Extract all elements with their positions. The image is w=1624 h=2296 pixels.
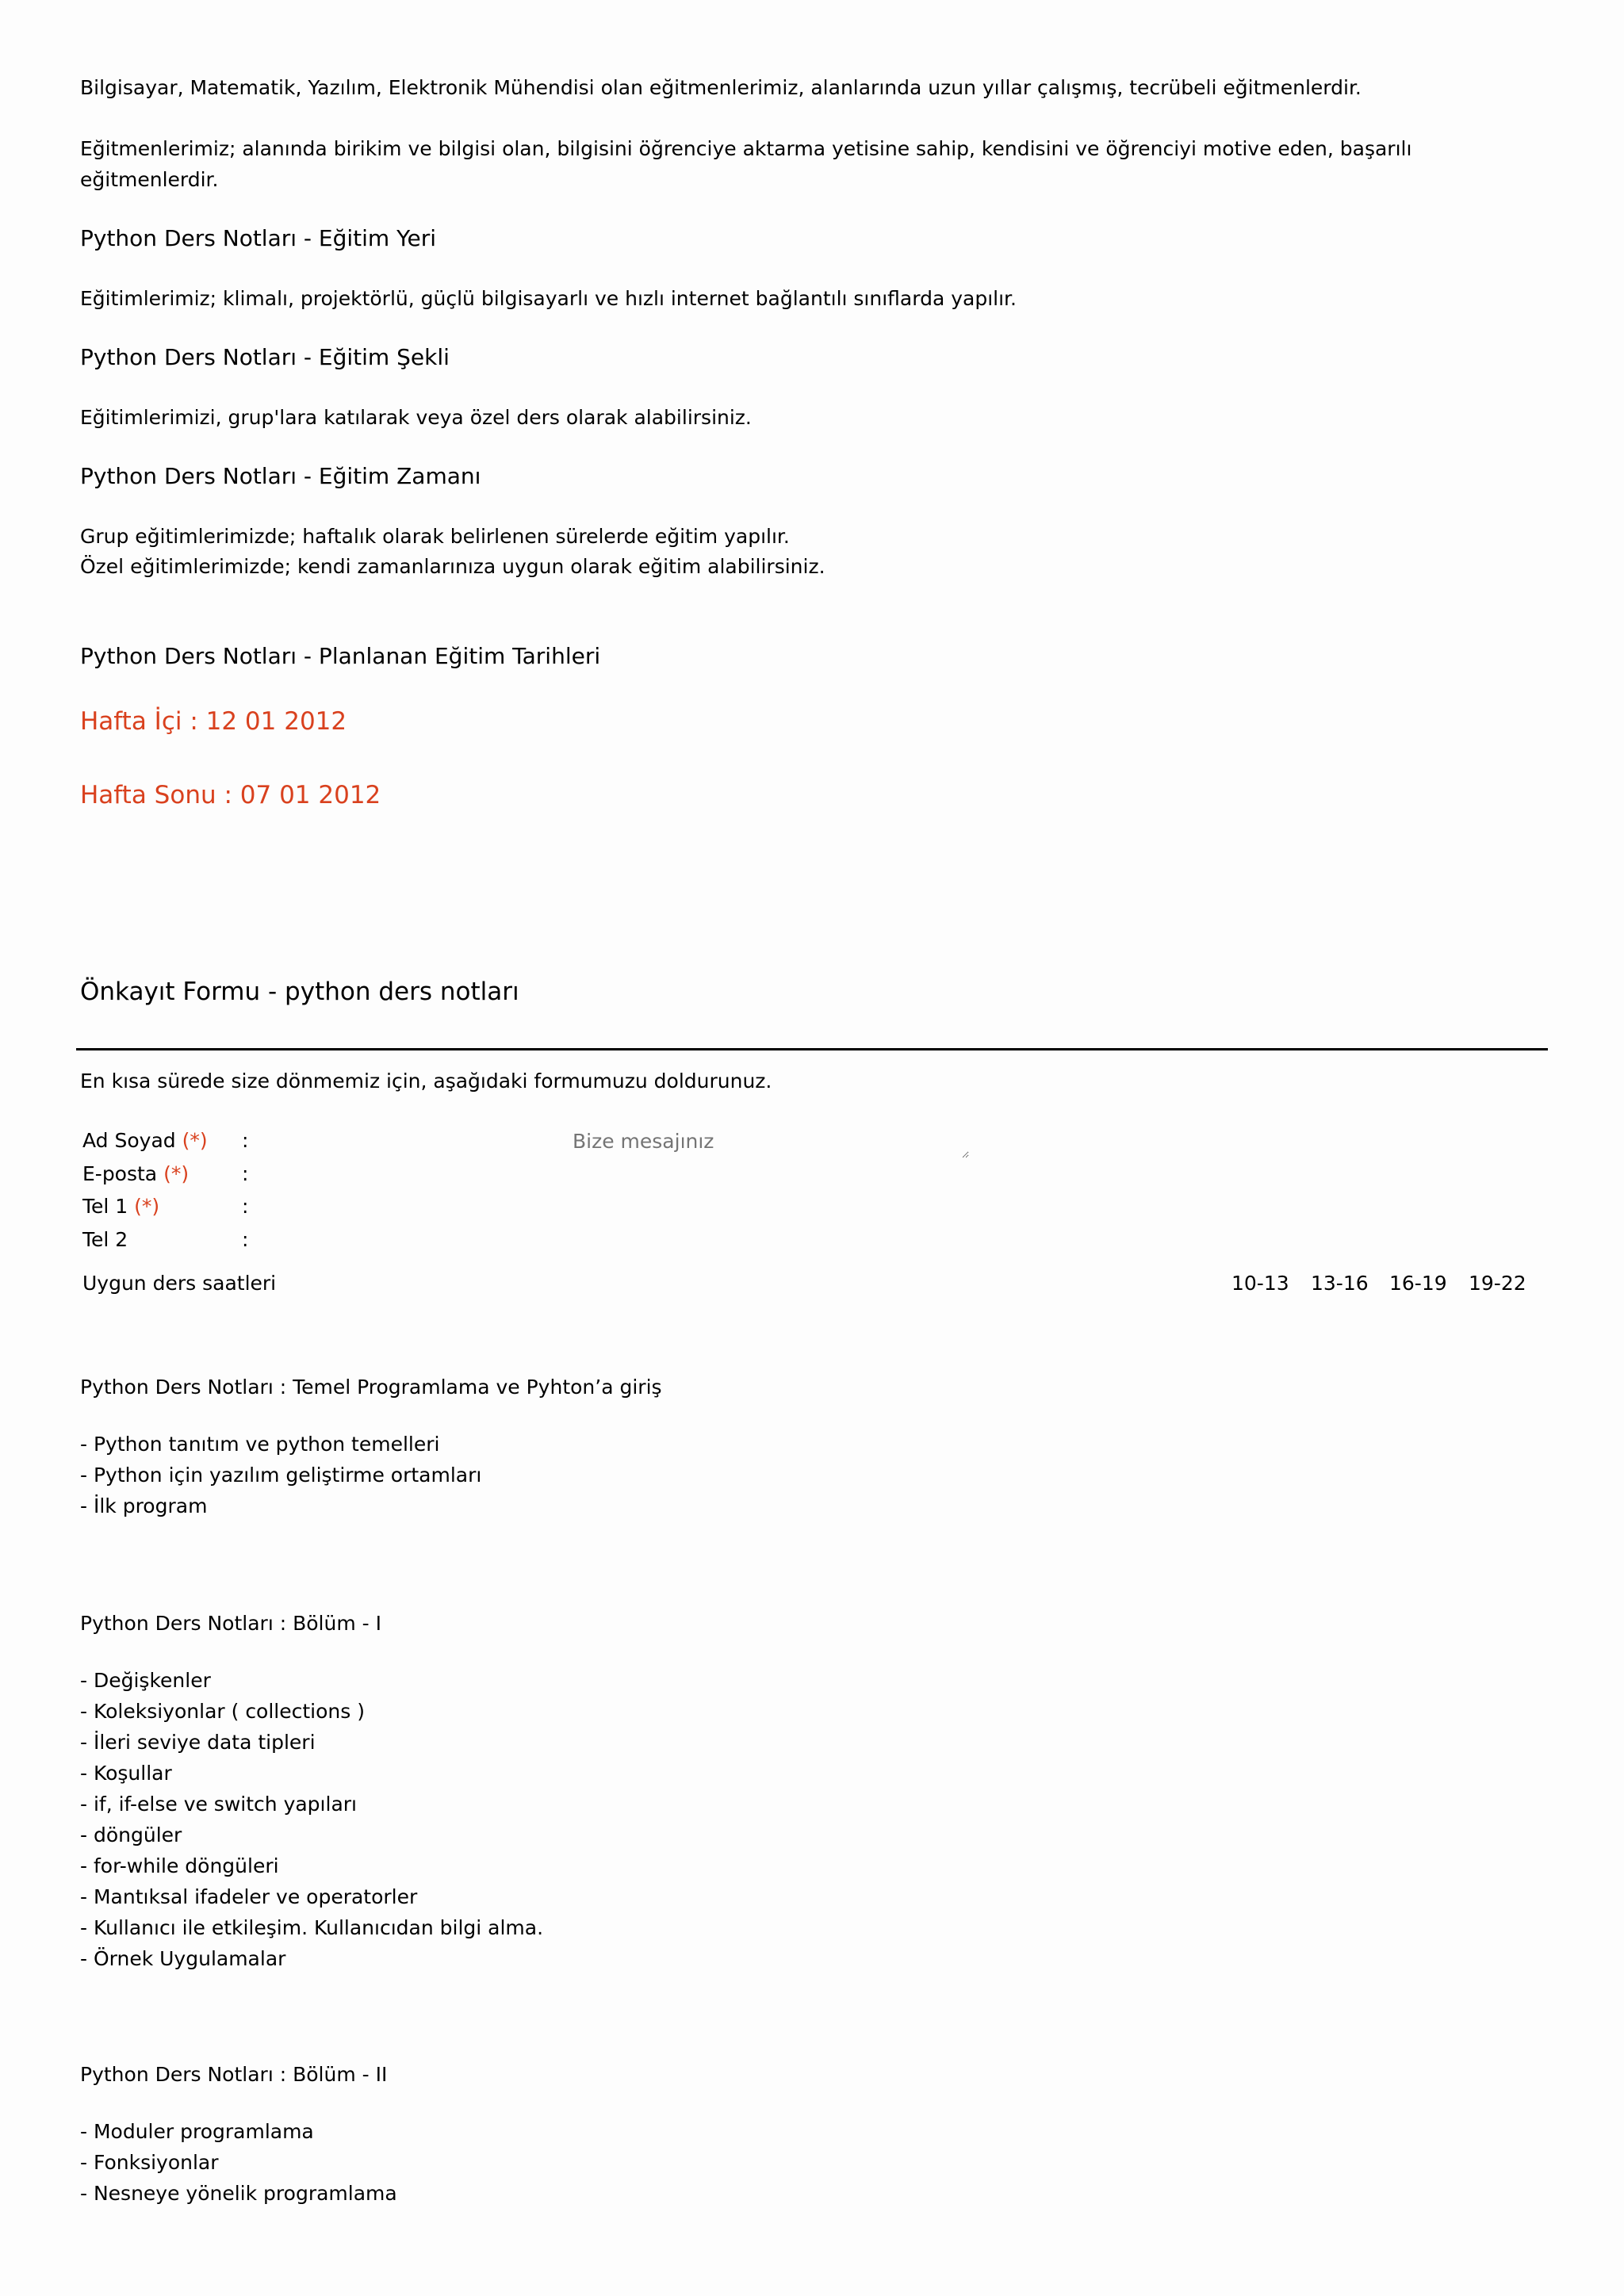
name-field-label xyxy=(82,1126,208,1156)
hour-slot-option[interactable]: 19-22 xyxy=(1469,1272,1526,1295)
phone1-input[interactable] xyxy=(262,1193,550,1222)
list-item: - döngüler xyxy=(80,1823,182,1846)
format-heading: Python Ders Notları - Eğitim Şekli xyxy=(80,344,450,370)
instructors-paragraph-line-1: Eğitmenlerimiz; alanında birikim ve bilgisi olan, bilgisini öğrenciye aktarma yetisine sahip, kendisini ve öğrenciyi motive eden, başarılı xyxy=(80,137,1412,160)
name-label-text: Ad Soyad xyxy=(82,1129,176,1152)
time-text-group: Grup eğitimlerimizde; haftalık olarak belirlenen sürelerde eğitim yapılır. xyxy=(80,525,790,548)
form-title: Önkayıt Formu - python ders notları xyxy=(80,978,519,1006)
list-item: - Mantıksal ifadeler ve operatorler xyxy=(80,1885,418,1908)
list-item: - Nesneye yönelik programlama xyxy=(80,2182,397,2205)
email-label-text: E-posta xyxy=(82,1162,158,1185)
time-text-private: Özel eğitimlerimizde; kendi zamanlarınıza uygun olarak eğitim alabilirsiniz. xyxy=(80,555,825,578)
phone2-label-text: Tel 2 xyxy=(82,1228,128,1251)
hour-slot-option[interactable]: 13-16 xyxy=(1311,1272,1369,1295)
format-text: Eğitimlerimizi, grup'lara katılarak veya özel ders olarak alabilirsiniz. xyxy=(80,406,752,429)
weekend-date: Hafta Sonu : 07 01 2012 xyxy=(80,781,381,809)
list-item: - Python tanıtım ve python temelleri xyxy=(80,1433,440,1456)
list-item: - İlk program xyxy=(80,1494,208,1517)
list-item: - İleri seviye data tipleri xyxy=(80,1731,316,1754)
instructors-line: Bilgisayar, Matematik, Yazılım, Elektronik Mühendisi olan eğitmenlerimiz, alanlarında uzun yıllar çalışmış, tecrübeli eğitmenlerdir. xyxy=(80,76,1362,99)
form-intro: En kısa sürede size dönmemiz için, aşağıdaki formumuzu doldurunuz. xyxy=(80,1070,772,1093)
phone2-input[interactable] xyxy=(262,1226,550,1255)
hour-slot-option[interactable]: 16-19 xyxy=(1389,1272,1447,1295)
curriculum-intro-title: Python Ders Notları : Temel Programlama ve Pyhton’a giriş xyxy=(80,1376,662,1399)
list-item: - Fonksiyonlar xyxy=(80,2151,219,2174)
email-input[interactable] xyxy=(262,1161,550,1189)
name-input[interactable] xyxy=(262,1127,550,1156)
required-marker: (*) xyxy=(134,1195,160,1218)
curriculum-part2-list xyxy=(80,2116,397,2209)
phone1-colon: : xyxy=(242,1195,249,1218)
dates-heading: Python Ders Notları - Planlanan Eğitim Tarihleri xyxy=(80,643,601,669)
required-marker: (*) xyxy=(182,1129,208,1152)
message-textarea[interactable] xyxy=(573,1127,969,1158)
curriculum-part2-title: Python Ders Notları : Bölüm - II xyxy=(80,2063,388,2086)
phone1-label-text: Tel 1 xyxy=(82,1195,128,1218)
phone2-field-label xyxy=(82,1225,128,1255)
list-item: - Koleksiyonlar ( collections ) xyxy=(80,1700,365,1723)
time-heading: Python Ders Notları - Eğitim Zamanı xyxy=(80,463,481,489)
instructors-paragraph-line-2: eğitmenlerdir. xyxy=(80,168,219,191)
list-item: - Koşullar xyxy=(80,1762,172,1785)
email-field-label xyxy=(82,1159,189,1189)
curriculum-intro-list xyxy=(80,1429,481,1521)
phone2-colon: : xyxy=(242,1228,249,1251)
list-item: - Python için yazılım geliştirme ortamları xyxy=(80,1464,482,1487)
form-divider xyxy=(76,1048,1548,1050)
list-item: - Moduler programlama xyxy=(80,2120,314,2143)
place-heading: Python Ders Notları - Eğitim Yeri xyxy=(80,225,437,251)
phone1-field-label xyxy=(82,1192,159,1222)
email-colon: : xyxy=(242,1162,249,1185)
available-hours-label: Uygun ders saatleri xyxy=(82,1272,277,1295)
required-marker: (*) xyxy=(163,1162,190,1185)
curriculum-part1-list xyxy=(80,1665,543,1974)
weekday-date: Hafta İçi : 12 01 2012 xyxy=(80,707,347,736)
list-item: - Kullanıcı ile etkileşim. Kullanıcıdan bilgi alma. xyxy=(80,1916,544,1939)
list-item: - for-while döngüleri xyxy=(80,1854,279,1877)
list-item: - Örnek Uygulamalar xyxy=(80,1947,286,1970)
list-item: - if, if-else ve switch yapıları xyxy=(80,1793,357,1816)
hour-slot-option[interactable]: 10-13 xyxy=(1231,1272,1289,1295)
list-item: - Değişkenler xyxy=(80,1669,211,1692)
curriculum-part1-title: Python Ders Notları : Bölüm - I xyxy=(80,1612,381,1635)
name-colon: : xyxy=(242,1129,249,1152)
place-text: Eğitimlerimiz; klimalı, projektörlü, güçlü bilgisayarlı ve hızlı internet bağlantılı sınıflarda yapılır. xyxy=(80,287,1017,310)
